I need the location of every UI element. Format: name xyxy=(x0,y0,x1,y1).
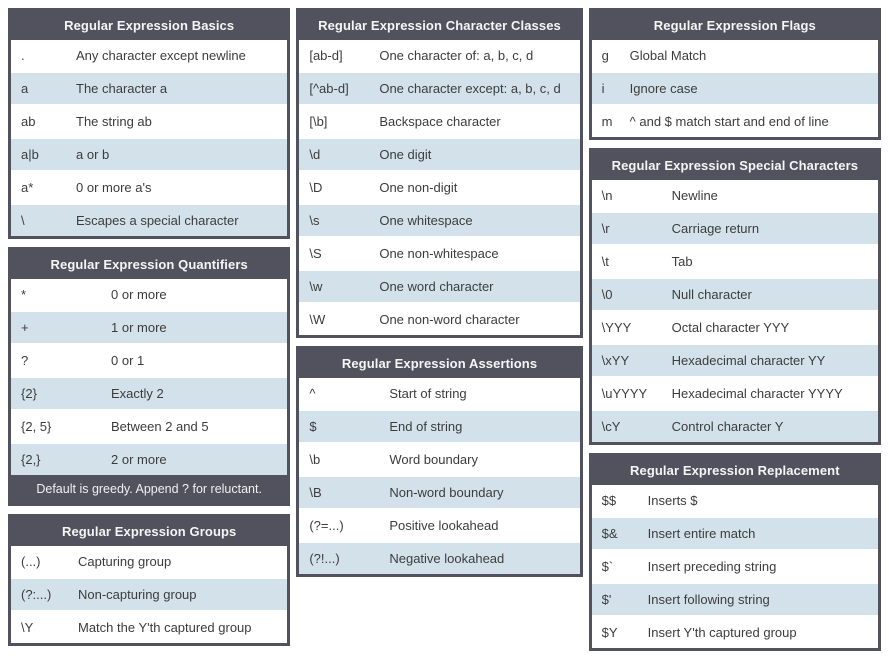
description-cell: End of string xyxy=(389,419,463,434)
term-cell: \n xyxy=(601,188,613,203)
table-row xyxy=(592,104,878,137)
term-cell: i xyxy=(601,81,605,96)
term-cell: {2, 5} xyxy=(21,419,52,434)
table-row xyxy=(11,610,287,643)
term-cell: \t xyxy=(601,254,609,269)
table-row xyxy=(11,137,287,170)
table-row xyxy=(592,244,878,277)
description-cell: Any character except newline xyxy=(76,48,246,63)
term-cell: + xyxy=(21,320,29,335)
table-groups-title: Regular Expression Groups xyxy=(11,517,287,546)
table-row xyxy=(592,211,878,244)
description-cell: One non-whitespace xyxy=(379,246,499,261)
description-cell: Null character xyxy=(671,287,752,302)
description-cell: Global Match xyxy=(629,48,707,63)
table-character-classes-rows xyxy=(299,40,579,335)
term-cell: ^ xyxy=(309,386,316,401)
description-cell: The character a xyxy=(76,81,168,96)
table-row xyxy=(11,343,287,376)
term-cell: \s xyxy=(309,213,320,228)
table-groups xyxy=(8,514,290,646)
term-cell: m xyxy=(601,114,613,129)
description-cell: Backspace character xyxy=(379,114,501,129)
description-cell: Capturing group xyxy=(78,554,172,569)
description-cell: Octal character YYY xyxy=(671,320,790,335)
description-cell: Tab xyxy=(671,254,693,269)
term-cell: (...) xyxy=(21,554,41,569)
description-cell: Hexadecimal character YYYY xyxy=(671,386,843,401)
description-cell: Non-capturing group xyxy=(78,587,197,602)
term-cell: a|b xyxy=(21,147,39,162)
table-row xyxy=(11,279,287,310)
term-cell: $$ xyxy=(601,493,617,508)
table-groups-rows xyxy=(11,546,287,643)
column-right xyxy=(589,8,881,651)
description-cell: Newline xyxy=(671,188,718,203)
table-row xyxy=(299,40,579,71)
table-row xyxy=(592,409,878,442)
description-cell: 2 or more xyxy=(111,452,167,467)
table-row xyxy=(299,475,579,508)
table-quantifiers-rows xyxy=(11,279,287,475)
table-special-characters-rows xyxy=(592,180,878,442)
table-row xyxy=(11,409,287,442)
term-cell: \d xyxy=(309,147,321,162)
description-cell: Between 2 and 5 xyxy=(111,419,209,434)
term-cell: . xyxy=(21,48,25,63)
description-cell: 0 or more a's xyxy=(76,180,152,195)
table-row xyxy=(11,376,287,409)
description-cell: One word character xyxy=(379,279,494,294)
term-cell: $Y xyxy=(601,625,618,640)
table-row xyxy=(592,516,878,549)
table-row xyxy=(299,378,579,409)
description-cell: Ignore case xyxy=(629,81,698,96)
term-cell: $` xyxy=(601,559,614,574)
table-replacement-rows xyxy=(592,485,878,648)
column-left xyxy=(8,8,290,646)
table-row xyxy=(11,203,287,236)
table-row xyxy=(299,71,579,104)
term-cell: \B xyxy=(309,485,322,500)
description-cell: Escapes a special character xyxy=(76,213,239,228)
table-row xyxy=(592,310,878,343)
description-cell: Inserts $ xyxy=(647,493,698,508)
table-row xyxy=(299,541,579,574)
description-cell: Insert preceding string xyxy=(647,559,777,574)
table-basics-title: Regular Expression Basics xyxy=(11,11,287,40)
table-special-characters xyxy=(589,148,881,445)
table-assertions-title: Regular Expression Assertions xyxy=(299,349,579,378)
table-row xyxy=(299,269,579,302)
term-cell: \cY xyxy=(601,419,621,434)
description-cell: One digit xyxy=(379,147,432,162)
description-cell: Non-word boundary xyxy=(389,485,504,500)
table-row xyxy=(299,442,579,475)
table-character-classes xyxy=(296,8,582,338)
table-row xyxy=(11,546,287,577)
table-row xyxy=(592,180,878,211)
term-cell: \W xyxy=(309,312,326,327)
description-cell: One character except: a, b, c, d xyxy=(379,81,561,96)
table-row xyxy=(299,170,579,203)
table-quantifiers-title: Regular Expression Quantifiers xyxy=(11,250,287,279)
description-cell: One non-word character xyxy=(379,312,520,327)
table-row xyxy=(299,203,579,236)
description-cell: Insert entire match xyxy=(647,526,756,541)
table-special-characters-title: Regular Expression Special Characters xyxy=(592,151,878,180)
term-cell: a xyxy=(21,81,29,96)
term-cell: \ xyxy=(21,213,25,228)
term-cell: g xyxy=(601,48,609,63)
description-cell: One whitespace xyxy=(379,213,473,228)
term-cell: \YYY xyxy=(601,320,632,335)
table-flags xyxy=(589,8,881,140)
table-row xyxy=(299,302,579,335)
table-row xyxy=(299,409,579,442)
description-cell: Control character Y xyxy=(671,419,784,434)
description-cell: Exactly 2 xyxy=(111,386,164,401)
term-cell: $ xyxy=(309,419,317,434)
table-flags-rows xyxy=(592,40,878,137)
term-cell: \0 xyxy=(601,287,613,302)
description-cell: 0 or more xyxy=(111,287,167,302)
term-cell: {2} xyxy=(21,386,37,401)
description-cell: Insert Y'th captured group xyxy=(647,625,797,640)
description-cell: One character of: a, b, c, d xyxy=(379,48,534,63)
table-row xyxy=(592,343,878,376)
description-cell: 0 or 1 xyxy=(111,353,145,368)
table-row xyxy=(11,104,287,137)
table-row xyxy=(11,170,287,203)
term-cell: \w xyxy=(309,279,323,294)
table-row xyxy=(299,508,579,541)
description-cell: The string ab xyxy=(76,114,152,129)
table-row xyxy=(299,104,579,137)
table-row xyxy=(592,615,878,648)
table-assertions-rows xyxy=(299,378,579,574)
description-cell: Insert following string xyxy=(647,592,770,607)
term-cell: \r xyxy=(601,221,610,236)
table-row xyxy=(592,277,878,310)
table-row xyxy=(592,40,878,71)
description-cell: a or b xyxy=(76,147,110,162)
description-cell: Negative lookahead xyxy=(389,551,505,566)
term-cell: (?=...) xyxy=(309,518,344,533)
term-cell: {2,} xyxy=(21,452,41,467)
term-cell: a* xyxy=(21,180,34,195)
term-cell: [^ab-d] xyxy=(309,81,349,96)
table-row xyxy=(592,71,878,104)
term-cell: [\b] xyxy=(309,114,328,129)
table-row xyxy=(592,549,878,582)
term-cell: \uYYYY xyxy=(601,386,648,401)
table-row xyxy=(592,485,878,516)
term-cell: (?:...) xyxy=(21,587,52,602)
table-row xyxy=(11,577,287,610)
term-cell: * xyxy=(21,287,27,302)
term-cell: [ab-d] xyxy=(309,48,343,63)
description-cell: Positive lookahead xyxy=(389,518,499,533)
column-middle xyxy=(296,8,582,577)
table-row xyxy=(11,40,287,71)
table-row xyxy=(11,71,287,104)
table-assertions xyxy=(296,346,582,577)
table-row xyxy=(299,236,579,269)
term-cell: $& xyxy=(601,526,618,541)
table-quantifiers xyxy=(8,247,290,506)
term-cell: $' xyxy=(601,592,612,607)
description-cell: Word boundary xyxy=(389,452,478,467)
term-cell: \Y xyxy=(21,620,34,635)
table-character-classes-title: Regular Expression Character Classes xyxy=(299,11,579,40)
term-cell: ab xyxy=(21,114,36,129)
term-cell: \b xyxy=(309,452,321,467)
description-cell: Hexadecimal character YY xyxy=(671,353,826,368)
table-row xyxy=(11,310,287,343)
table-row xyxy=(592,582,878,615)
description-cell: ^ and $ match start and end of line xyxy=(629,114,829,129)
term-cell: \S xyxy=(309,246,322,261)
description-cell: Carriage return xyxy=(671,221,760,236)
table-row xyxy=(299,137,579,170)
description-cell: One non-digit xyxy=(379,180,458,195)
table-row xyxy=(592,376,878,409)
table-row xyxy=(11,442,287,475)
term-cell: ? xyxy=(21,353,29,368)
description-cell: Match the Y'th captured group xyxy=(78,620,252,635)
term-cell: \xYY xyxy=(601,353,630,368)
term-cell: (?!...) xyxy=(309,551,340,566)
table-basics xyxy=(8,8,290,239)
description-cell: Start of string xyxy=(389,386,467,401)
description-cell: 1 or more xyxy=(111,320,167,335)
table-replacement-title: Regular Expression Replacement xyxy=(592,456,878,485)
term-cell: \D xyxy=(309,180,323,195)
table-flags-title: Regular Expression Flags xyxy=(592,11,878,40)
table-replacement xyxy=(589,453,881,651)
table-quantifiers-footer: Default is greedy. Append ? for reluctant. xyxy=(11,475,287,503)
table-basics-rows xyxy=(11,40,287,236)
